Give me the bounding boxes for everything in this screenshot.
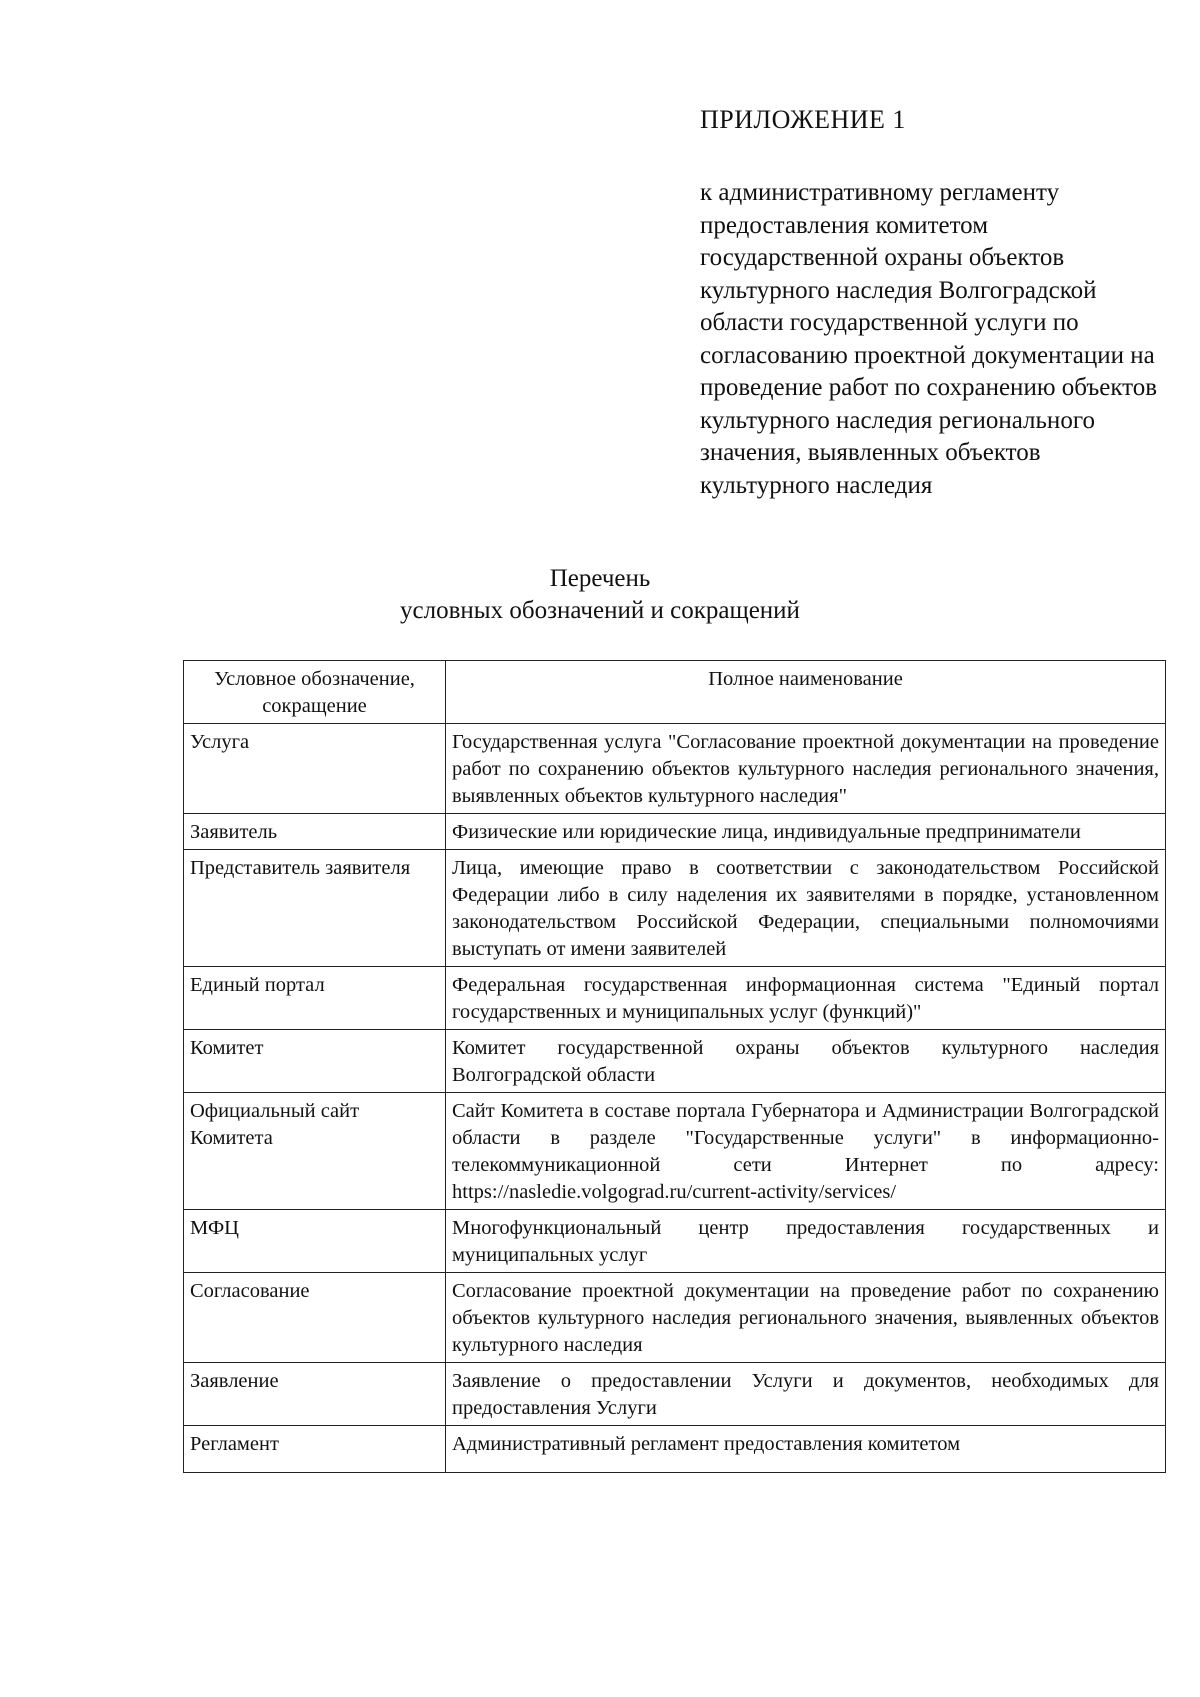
column-header-abbr: Условное обозначение, сокращение: [184, 661, 446, 724]
abbr-cell: Услуга: [184, 724, 446, 814]
table-row: [184, 850, 1166, 967]
list-title: Перечень: [549, 565, 651, 592]
abbr-cell: Заявление: [184, 1363, 446, 1426]
full-name-cell: Федеральная государственная информационная система "Единый портал государственных и муниципальных услуг (функций)": [446, 967, 1166, 1030]
appendix-title: ПРИЛОЖЕНИЕ 1: [700, 105, 906, 134]
table-row: [184, 724, 1166, 814]
full-name-cell: Заявление о предоставлении Услуги и документов, необходимых для предоставления Услуги: [446, 1363, 1166, 1426]
table-row: [184, 1363, 1166, 1426]
full-name-cell: Многофункциональный центр предоставления государственных и муниципальных услуг: [446, 1210, 1166, 1273]
abbr-cell: Регламент: [184, 1426, 446, 1473]
table-row: [184, 1030, 1166, 1093]
table-row: [184, 1093, 1166, 1210]
abbreviations-table: [183, 660, 1166, 1473]
abbr-cell: Заявитель: [184, 814, 446, 850]
full-name-cell: Согласование проектной документации на проведение работ по сохранению объектов культурного наследия регионального значения, выявленных объектов культурного наследия: [446, 1273, 1166, 1363]
table-header-row: [184, 661, 1166, 724]
table-row: [184, 814, 1166, 850]
table-row: [184, 967, 1166, 1030]
full-name-cell: Административный регламент предоставления комитетом: [446, 1426, 1166, 1473]
column-header-full: Полное наименование: [446, 661, 1166, 724]
list-subtitle: условных обозначений и сокращений: [400, 597, 800, 624]
abbr-cell: Комитет: [184, 1030, 446, 1093]
full-name-cell: Сайт Комитета в составе портала Губернатора и Администрации Волгоградской области в разделе "Государственные услуги" в информационно-телекоммуникационной сети Интернет по адресу: https://nasledie.volgograd.ru/current-activity/services/: [446, 1093, 1166, 1210]
abbr-cell: Согласование: [184, 1273, 446, 1363]
abbr-cell: Единый портал: [184, 967, 446, 1030]
table-row: [184, 1273, 1166, 1363]
abbr-cell: МФЦ: [184, 1210, 446, 1273]
appendix-subtitle: к административному регламенту предоставления комитетом государственной охраны объектов культурного наследия Волгоградской области государственной услуги по согласованию проектной документации на проведение работ по сохранению объектов культурного наследия регионального значения, выявленных объектов культурного наследия: [700, 179, 1158, 499]
full-name-cell: Государственная услуга "Согласование проектной документации на проведение работ по сохранению объектов культурного наследия регионального значения, выявленных объектов культурного наследия": [446, 724, 1166, 814]
abbr-cell: Официальный сайт Комитета: [184, 1093, 446, 1210]
table-row: [184, 1210, 1166, 1273]
full-name-cell: Лица, имеющие право в соответствии с законодательством Российской Федерации либо в силу наделения их заявителями в порядке, установленном законодательством Российской Федерации, специальными полномочиями выступать от имени заявителей: [446, 850, 1166, 967]
table-row: [184, 1426, 1166, 1473]
full-name-cell: Комитет государственной охраны объектов культурного наследия Волгоградской области: [446, 1030, 1166, 1093]
abbr-cell: Представитель заявителя: [184, 850, 446, 967]
full-name-cell: Физические или юридические лица, индивидуальные предприниматели: [446, 814, 1166, 850]
